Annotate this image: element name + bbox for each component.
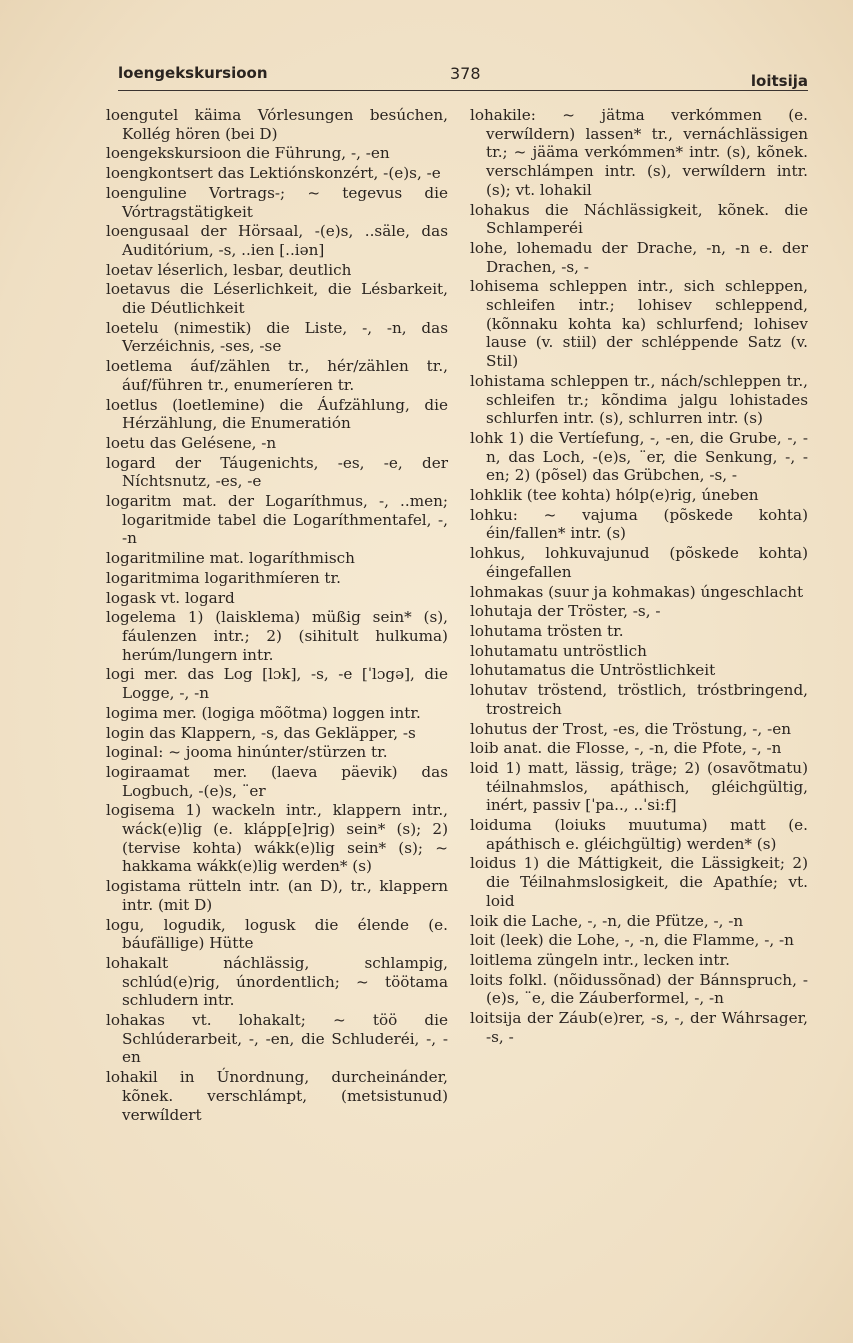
dictionary-entry: logard der Táugenichts, -es, -e, der Níchtsnutz, -es, -e	[106, 453, 448, 491]
dictionary-entry: loitlema züngeln intr., lecken intr.	[470, 950, 730, 969]
dictionary-entry: lohakalt náchlässig, schlampig, schlúd(e)rig, únordentlich; ~ töötama schludern intr.	[106, 953, 448, 1010]
dictionary-entry: lohisema schleppen intr., sich schleppen, schleifen intr.; lohisev schleppend, (kõnnaku kohta ka) schlurfend; lohisev lause (v. stiil) der schléppende Satz (v. Stil)	[470, 277, 808, 371]
dictionary-entry: loits folkl. (nõidussõnad) der Bánnspruch, -(e)s, ¨e, die Záuberformel, -, -n	[470, 970, 808, 1008]
dictionary-entry: loetlus (loetlemine) die Áufzählung, die Hérzählung, die Enumeratión	[106, 395, 448, 433]
dictionary-entry: loid 1) matt, lässig, träge; 2) (osavõtmatu) téilnahmslos, apáthisch, gléichgültig, inért, passiv [ˈpa.., ..ˈsi:f]	[470, 758, 808, 815]
left-column	[106, 106, 448, 1125]
dictionary-entry: loetlema áuf/zählen tr., hér/zählen tr., áuf/führen tr., enumeríeren tr.	[106, 357, 448, 394]
dictionary-entry: loenguline Vortrags-; ~ tegevus die Vórtragstätigkeit	[106, 183, 448, 221]
dictionary-entry: logaritm mat. der Logaríthmus, -, ..men; logaritmide tabel die Logaríthmentafel, -, -n	[106, 492, 448, 548]
page-header	[118, 62, 808, 88]
dictionary-entry: loiduma (loiuks muutuma) matt (e. apáthisch e. gléichgültig) werden* (s)	[470, 816, 808, 853]
dictionary-entry: lohk 1) die Vertíefung, -, -en, die Grube, -, -n, das Loch, -(e)s, ¨er, die Senkung, -, -en; 2) (põsel) das Grübchen, -s, -	[470, 428, 808, 485]
dictionary-entry: loetav léserlich, lesbar, deutlich	[106, 260, 352, 279]
header-right-word: loitsija	[750, 72, 808, 90]
header-left-word: loengekskursioon	[118, 64, 268, 82]
dictionary-entry: logaritmima logarithmíeren tr.	[106, 568, 341, 587]
dictionary-entry: lohakas vt. lohakalt; ~ töö die Schlúderarbeit, -, -en, die Schluderéi, -, -en	[106, 1011, 448, 1067]
dictionary-entry: logistama rütteln intr. (an D), tr., klappern intr. (mit D)	[106, 877, 448, 914]
dictionary-entry: loetelu (nimestik) die Liste, -, -n, das Verzéichnis, -ses, -se	[106, 318, 448, 356]
dictionary-entry: lohakile: ~ jätma verkómmen (e. verwíldern) lassen* tr., vernáchlässigen tr.; ~ jääma verkómmen* intr. (s), kõnek. verschlámpen intr. (s), verwíldern intr. (s); vt. lohakil	[470, 106, 808, 199]
dictionary-entry: loengekskursioon die Führung, -, -en	[106, 144, 390, 163]
right-column	[470, 106, 808, 1047]
dictionary-entry: logi mer. das Log [lɔk], -s, -e [ˈlɔgə], die Logge, -, -n	[106, 665, 448, 703]
dictionary-entry: logelema 1) (laisklema) müßig sein* (s), fáulenzen intr.; 2) (sihitult hulkuma) herúm/lungern intr.	[106, 608, 448, 664]
dictionary-entry: loik die Lache, -, -n, die Pfütze, -, -n	[470, 911, 744, 930]
dictionary-entry: loengusaal der Hörsaal, -(e)s, ..säle, das Auditórium, -s, ..ien [..iən]	[106, 222, 448, 259]
dictionary-entry: lohutus der Trost, -es, die Tröstung, -, -en	[470, 719, 791, 738]
dictionary-entry: loetavus die Léserlichkeit, die Lésbarkeit, die Déutlichkeit	[106, 280, 448, 318]
header-rule	[118, 90, 808, 91]
dictionary-entry: loengkontsert das Lektiónskonzért, -(e)s, -e	[106, 164, 441, 183]
dictionary-entry: logask vt. logard	[106, 588, 235, 607]
dictionary-entry: lohutaja der Tröster, -s, -	[470, 602, 661, 621]
dictionary-entry: lohutamatu untröstlich	[470, 641, 647, 660]
dictionary-entry: logiraamat mer. (laeva päevik) das Logbuch, -(e)s, ¨er	[106, 762, 448, 800]
dictionary-entry: lohakil in Únordnung, durcheinánder, kõnek. verschlámpt, (metsistunud) verwíldert	[106, 1068, 448, 1124]
dictionary-entry: lohutamatus die Untröstlichkeit	[470, 661, 716, 680]
dictionary-entry: loidus 1) die Máttigkeit, die Lässigkeit; 2) die Téilnahmslosigkeit, die Apathíe; vt. loid	[470, 854, 808, 910]
dictionary-entry: logisema 1) wackeln intr., klappern intr., wáck(e)lig (e. klápp[e]rig) sein* (s); 2) (tervise kohta) wákk(e)lig sein* (s); ~ hakkama wákk(e)lig werden* (s)	[106, 801, 448, 876]
dictionary-entry: lohutama trösten tr.	[470, 621, 624, 640]
dictionary-entry: lohkus, lohkuvajunud (põskede kohta) éingefallen	[470, 544, 808, 581]
dictionary-entry: login das Klappern, -s, das Gekläpper, -s	[106, 723, 416, 742]
dictionary-entry: loib anat. die Flosse, -, -n, die Pfote, -, -n	[470, 739, 782, 758]
dictionary-entry: loengutel käima Vórlesungen besúchen, Kollég hören (bei D)	[106, 106, 448, 143]
dictionary-entry: logima mer. (logiga mõõtma) loggen intr.	[106, 703, 421, 722]
dictionary-entry: lohmakas (suur ja kohmakas) úngeschlacht	[470, 582, 804, 601]
dictionary-entry: loginal: ~ jooma hinúnter/stürzen tr.	[106, 743, 388, 762]
dictionary-entry: logaritmiline mat. logaríthmisch	[106, 549, 355, 568]
dictionary-entry: lohklik (tee kohta) hólp(e)rig, úneben	[470, 486, 759, 505]
dictionary-entry: lohutav tröstend, tröstlich, tróstbringend, trostreich	[470, 681, 808, 718]
dictionary-entry: loitsija der Záub(e)rer, -s, -, der Wáhrsager, -s, -	[470, 1009, 808, 1046]
dictionary-entry: loetu das Gelésene, -n	[106, 433, 277, 452]
dictionary-entry: lohistama schleppen tr., nách/schleppen tr., schleifen tr.; kõndima jalgu lohistades schlurfen intr. (s), schlurren intr. (s)	[470, 371, 808, 428]
page-number: 378	[450, 64, 481, 83]
dictionary-entry: lohakus die Náchlässigkeit, kõnek. die Schlamperéi	[470, 200, 808, 238]
dictionary-entry: loit (leek) die Lohe, -, -n, die Flamme, -, -n	[470, 931, 794, 950]
dictionary-entry: lohku: ~ vajuma (põskede kohta) éin/fallen* intr. (s)	[470, 505, 808, 543]
dictionary-entry: lohe, lohemadu der Drache, -n, -n e. der Drachen, -s, -	[470, 238, 808, 276]
dictionary-entry: logu, logudik, logusk die élende (e. báufällige) Hütte	[106, 915, 448, 953]
